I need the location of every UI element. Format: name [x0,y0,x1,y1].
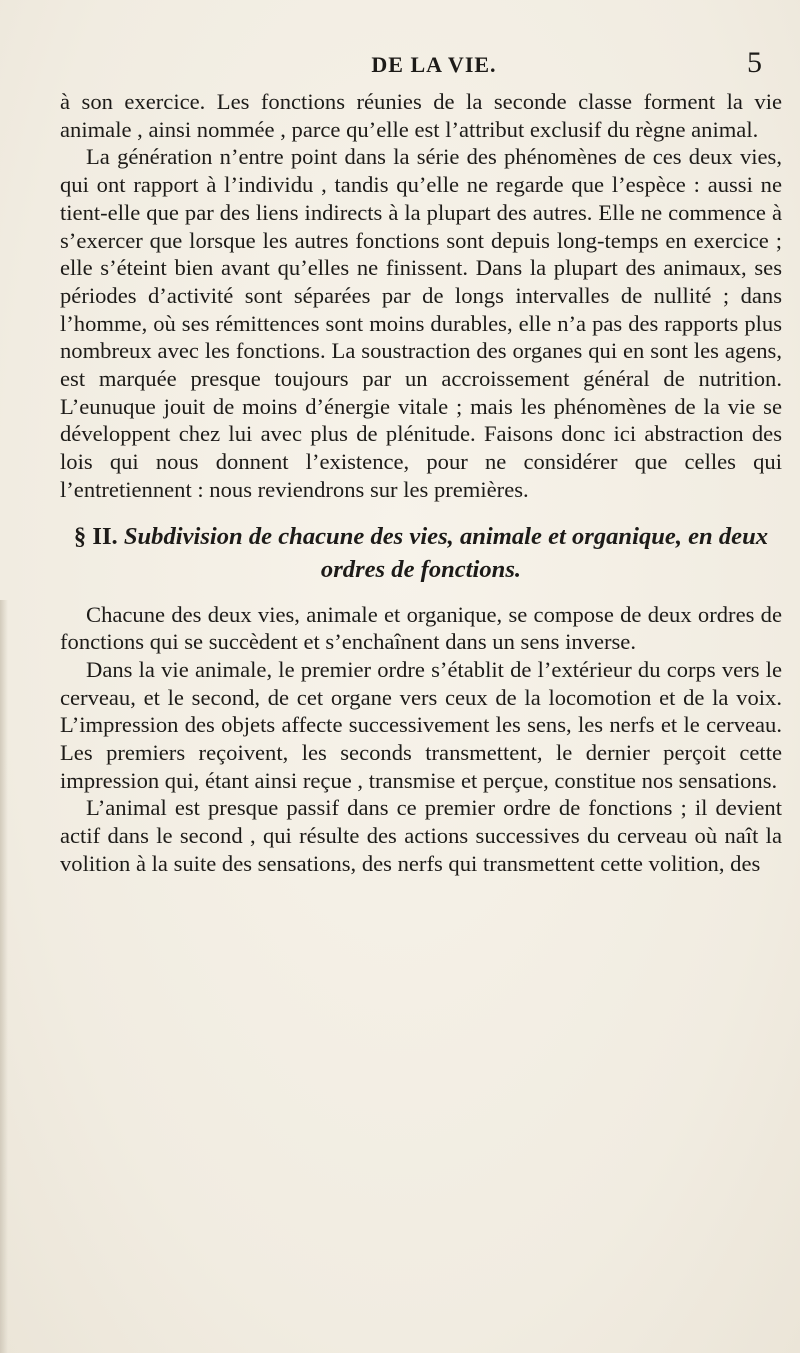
section-title: Subdivision de chacune des vies, animale et organique, en deux ordres de fonctions. [123,522,769,583]
paragraph: L’animal est presque passif dans ce premier ordre de fonctions ; il devient actif dans le second , qui résulte des actions successives du cerveau où naît la volition à la suite des sensations, des nerfs qui transmettent cette volition, des [60,795,782,876]
paragraph: Dans la vie animale, le premier ordre s’établit de l’extérieur du corps vers le cerveau, et le second, de cet organe vers ceux de la locomotion et de la voix. L’impression des objets affecte successivement les sens, les nerfs et le cerveau. Les premiers reçoivent, les seconds transmettent, le dernier perçoit cette impression qui, étant ainsi reçue , transmise et perçue, constitue nos sensations. [60,656,782,793]
section-number: § II. [73,522,118,550]
body-text [60,88,782,878]
paragraph: à son exercice. Les fonctions réunies de la seconde classe forment la vie animale , ainsi nommée , parce qu’elle est l’attribut exclusif du règne animal. [60,89,782,142]
paragraph: Chacune des deux vies, animale et organique, se compose de deux ordres de fonctions qui se succèdent et s’enchaînent dans un sens inverse. [60,601,782,655]
page-header [100,46,768,86]
binding-shadow [0,600,8,1353]
running-head: DE LA VIE. [371,52,497,77]
page-number: 5 [747,46,762,79]
paragraph: La génération n’entre point dans la série des phénomènes de ces deux vies, qui ont rapport à l’individu , tandis qu’elle ne regarde que l’espèce : aussi ne tient-elle que par des liens indirects à la plupart des autres. Elle ne commence à s’exercer que lorsque les autres fonctions sont depuis long-temps en exercice ; elle s’éteint bien avant qu’elles ne finissent. Dans la plupart des animaux, ses périodes d’activité sont séparées par de longs intervalles de nullité ; dans l’homme, où ses rémittences sont moins durables, elle n’a pas des rapports plus nombreux avec les fonctions. La soustraction des organes qui en sont les agens, est marquée presque toujours par un accroissement général de nutrition. L’eunuque jouit de moins d’énergie vitale ; mais les phénomènes de la vie se développent chez lui avec plus de plénitude. Faisons donc ici abstraction des lois qui nous donnent l’existence, pour ne considérer que celles qui l’entretiennent : nous reviendrons sur les premières. [60,144,782,502]
section-heading [60,520,782,586]
